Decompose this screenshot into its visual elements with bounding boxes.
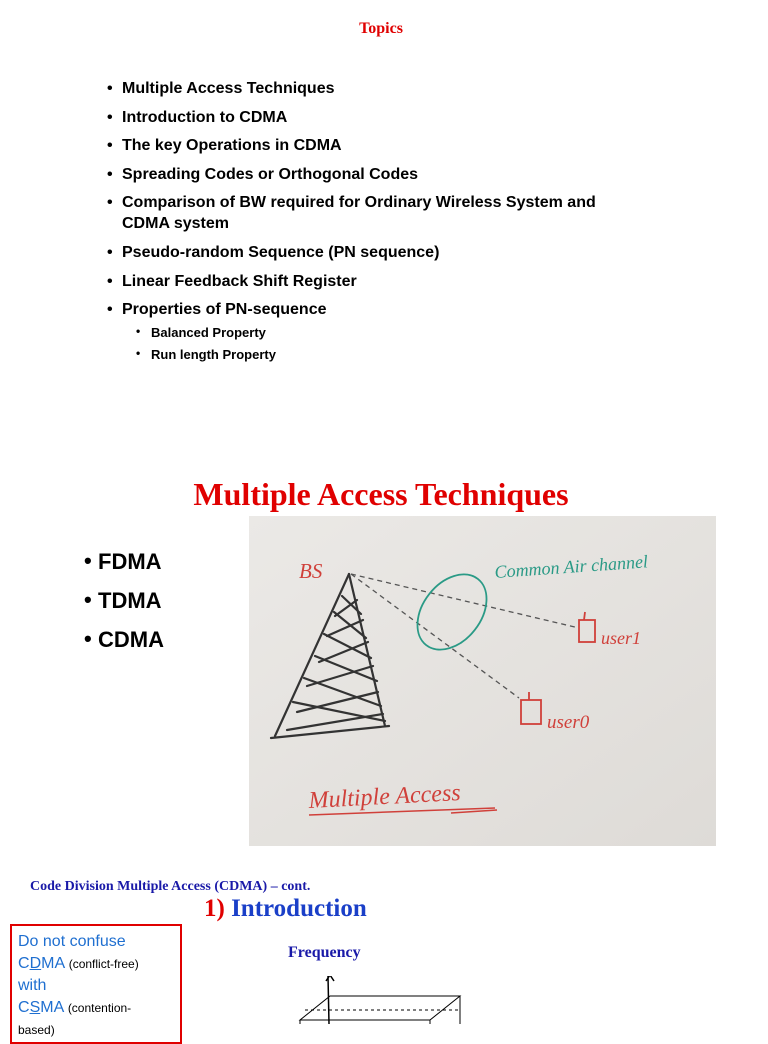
list-item: • CDMA — [84, 627, 164, 653]
list-item-with-subitems — [107, 299, 647, 363]
list-item: • TDMA — [84, 588, 164, 614]
list-item: • Linear Feedback Shift Register — [107, 271, 647, 292]
note-line: Do not confuse — [18, 933, 126, 950]
list-item: • Spreading Codes or Orthogonal Codes — [107, 164, 647, 185]
bs-label: BS — [299, 559, 323, 583]
multiple-access-sketch — [249, 516, 716, 846]
list-item: • Comparison of BW required for Ordinary Wireless System and CDMA system — [107, 192, 647, 234]
confuse-note-box — [10, 924, 182, 1044]
topics-list — [107, 78, 647, 371]
sub-list-item: • Run length Property — [136, 346, 647, 363]
list-item-label: Properties of PN-sequence — [122, 301, 327, 319]
sub-list-item: • Balanced Property — [136, 324, 647, 341]
sub-list — [136, 324, 647, 363]
introduction-title — [204, 895, 367, 923]
list-item: • FDMA — [84, 549, 164, 575]
caption-label: Multiple Access — [307, 780, 462, 814]
channel-label: Common Air channel — [493, 551, 649, 582]
handdrawn-diagram-photo — [249, 516, 716, 846]
list-item: • Pseudo-random Sequence (PN sequence) — [107, 242, 647, 263]
access-types-list — [84, 549, 164, 666]
frequency-cube-diagram — [260, 976, 470, 1024]
slide3-header: Code Division Multiple Access (CDMA) – cont. — [30, 879, 311, 894]
note-line: based) — [18, 1023, 55, 1037]
list-item: • The key Operations in CDMA — [107, 135, 647, 156]
multiple-access-title: Multiple Access Techniques — [193, 476, 569, 512]
list-item: • Multiple Access Techniques — [107, 78, 647, 99]
note-line: with — [18, 977, 47, 994]
user0-label: user0 — [547, 712, 590, 733]
topics-title: Topics — [359, 20, 403, 37]
note-line-cdma: CDMA (conflict-free) — [18, 955, 139, 972]
frequency-axis-label: Frequency — [288, 944, 361, 961]
list-item: • Introduction to CDMA — [107, 107, 647, 128]
introduction-word: Introduction — [231, 895, 367, 922]
introduction-number: 1) — [204, 895, 225, 922]
note-line-csma: CSMA (contention- — [18, 999, 132, 1016]
user1-label: user1 — [601, 628, 641, 648]
